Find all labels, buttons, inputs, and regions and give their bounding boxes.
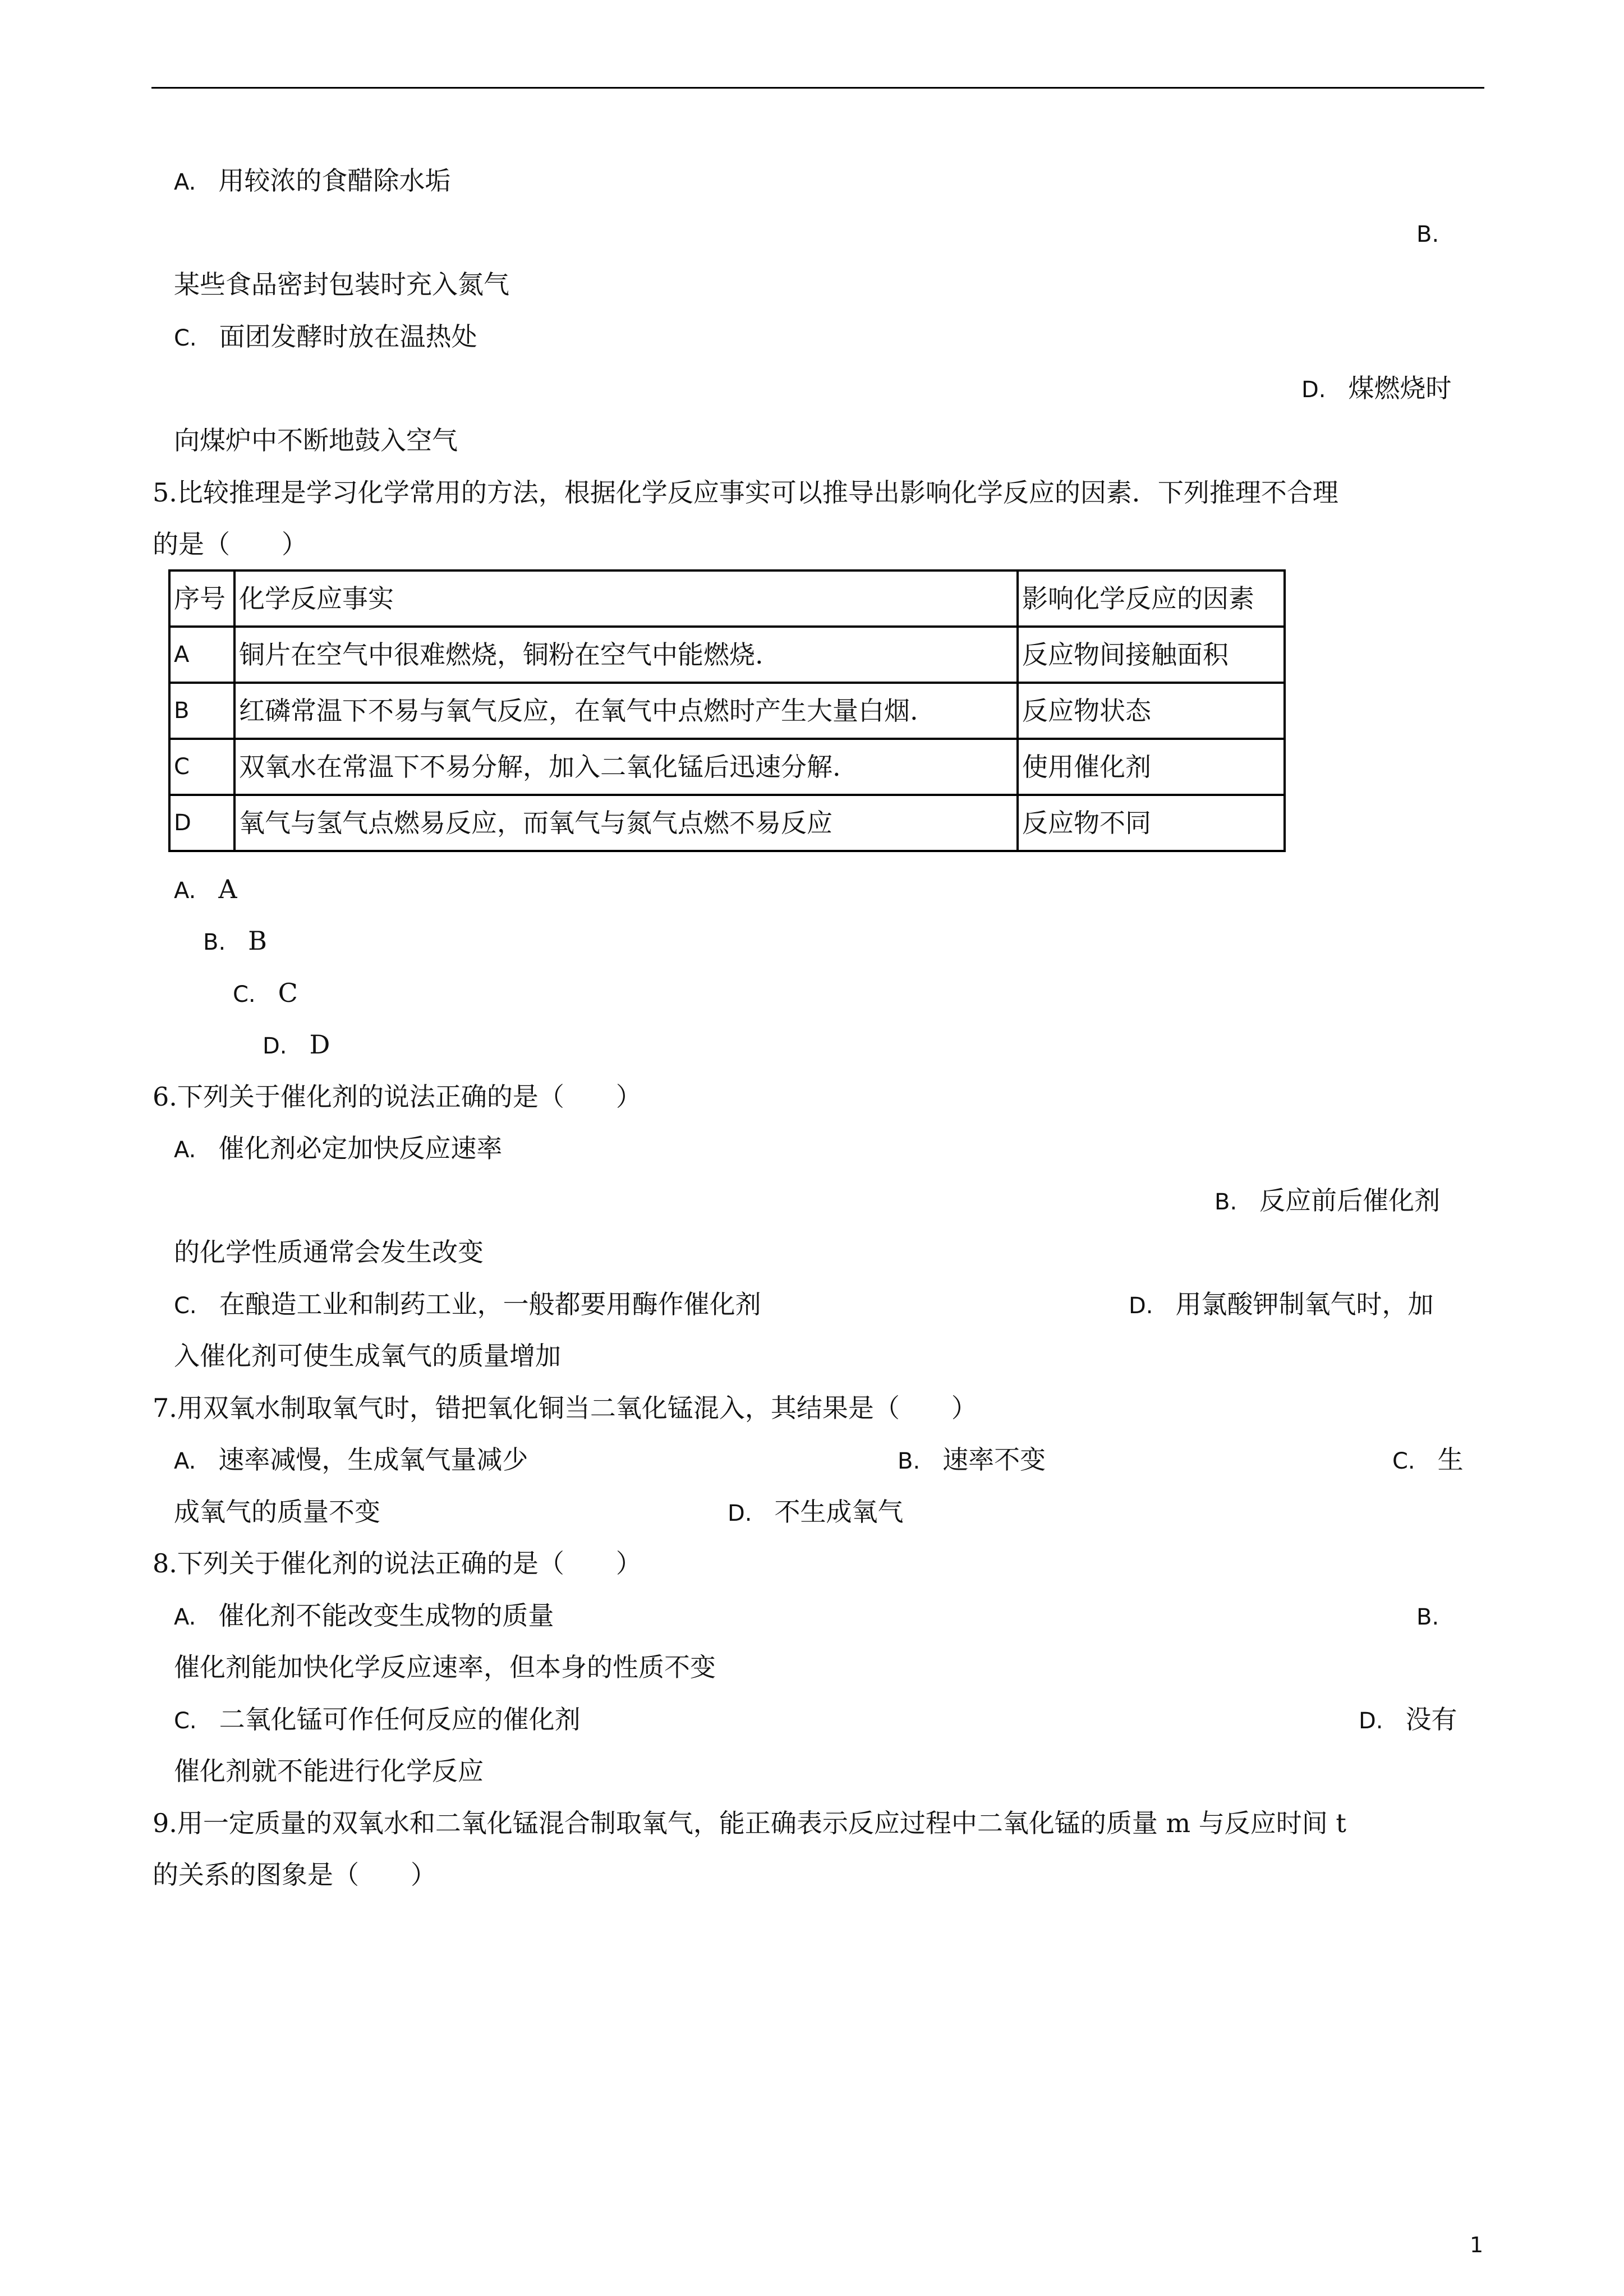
option-label: C.	[174, 1708, 197, 1734]
option-text: C	[278, 978, 298, 1008]
q7-option-c[interactable]	[1392, 1443, 1464, 1478]
row-index: C	[169, 739, 234, 795]
q5-option-b[interactable]	[203, 924, 267, 959]
q7-option-b[interactable]	[898, 1443, 1046, 1478]
header-factor: 影响化学反应的因素	[1018, 570, 1285, 627]
q4-option-b-text: 某些食品密封包装时充入氮气	[174, 269, 509, 300]
row-index: B	[169, 683, 234, 739]
option-label: D.	[1301, 377, 1326, 403]
q5-stem-cont: 的是（ ）	[153, 529, 307, 559]
q8-stem: 8.下列关于催化剂的说法正确的是（ ）	[153, 1548, 642, 1579]
option-text: D	[309, 1029, 330, 1060]
option-label: B.	[1416, 222, 1439, 247]
q8-option-d-text: 催化剂就不能进行化学反应	[174, 1756, 484, 1786]
page-number: 1	[1470, 2233, 1484, 2257]
option-label: A.	[174, 1137, 196, 1163]
header-rule	[151, 87, 1484, 89]
option-text: 生	[1437, 1444, 1464, 1475]
table-row	[169, 739, 1285, 795]
q5-stem: 5.比较推理是学习化学常用的方法，根据化学反应事实可以推导出影响化学反应的因素．下列推理不合理	[153, 477, 1338, 508]
option-text: 用氯酸钾制氧气时，加	[1175, 1289, 1434, 1319]
option-text: 没有	[1405, 1704, 1457, 1734]
row-factor: 反应物状态	[1018, 683, 1285, 739]
q6-option-d[interactable]	[1129, 1287, 1434, 1323]
q8-option-c[interactable]	[174, 1703, 581, 1738]
q4-option-d-text: 向煤炉中不断地鼓入空气	[174, 425, 458, 455]
option-text: 催化剂必定加快反应速率	[218, 1133, 503, 1163]
option-label: A.	[174, 1448, 196, 1474]
option-label: A.	[174, 878, 196, 904]
row-factor: 反应物不同	[1018, 795, 1285, 851]
option-text: B	[248, 926, 267, 956]
option-text: 速率不变	[942, 1444, 1046, 1475]
row-fact: 红磷常温下不易与氧气反应，在氧气中点燃时产生大量白烟.	[234, 683, 1018, 739]
table-row	[169, 627, 1285, 683]
option-text: 用较浓的食醋除水垢	[218, 165, 451, 196]
option-text: 煤燃烧时	[1348, 373, 1452, 403]
option-label: C.	[174, 325, 197, 351]
option-text: 面团发酵时放在温热处	[219, 321, 477, 352]
q5-option-a[interactable]	[174, 872, 237, 908]
option-label: B.	[1416, 1604, 1439, 1630]
option-label: B.	[203, 930, 226, 955]
header-index: 序号	[169, 570, 234, 627]
option-text: 反应前后催化剂	[1259, 1185, 1441, 1216]
q9-stem-cont: 的关系的图象是（ ）	[153, 1860, 436, 1890]
row-factor: 使用催化剂	[1018, 739, 1285, 795]
option-text: 二氧化锰可作任何反应的催化剂	[219, 1704, 581, 1734]
option-label: A.	[174, 169, 196, 195]
q6-option-a[interactable]	[174, 1131, 502, 1167]
q6-option-c[interactable]	[174, 1287, 761, 1323]
q8-option-b-text: 催化剂能加快化学反应速率，但本身的性质不变	[174, 1652, 716, 1682]
q9-stem: 9.用一定质量的双氧水和二氧化锰混合制取氧气，能正确表示反应过程中二氧化锰的质量 m 与反应时间 t	[153, 1808, 1346, 1838]
q7-option-a[interactable]	[174, 1443, 528, 1478]
q7-option-c-text: 成氧气的质量不变	[174, 1497, 380, 1527]
row-fact: 双氧水在常温下不易分解，加入二氧化锰后迅速分解.	[234, 739, 1018, 795]
option-text: 不生成氧气	[774, 1497, 904, 1527]
option-label: B.	[898, 1448, 921, 1474]
q4-option-a[interactable]	[174, 164, 450, 199]
q5-table	[168, 569, 1286, 852]
option-text: 在酿造工业和制药工业，一般都要用酶作催化剂	[219, 1289, 761, 1319]
row-fact: 氧气与氢气点燃易反应，而氧气与氮气点燃不易反应	[234, 795, 1018, 851]
option-text: 催化剂不能改变生成物的质量	[218, 1600, 554, 1631]
row-factor: 反应物间接触面积	[1018, 627, 1285, 683]
row-index: D	[169, 795, 234, 851]
row-index: A	[169, 627, 234, 683]
row-fact: 铜片在空气中很难燃烧，铜粉在空气中能燃烧.	[234, 627, 1018, 683]
table-row	[169, 795, 1285, 851]
q8-option-b[interactable]	[1416, 1599, 1461, 1634]
q6-option-b-text: 的化学性质通常会发生改变	[174, 1237, 484, 1267]
q5-option-d[interactable]	[263, 1028, 330, 1063]
option-text: A	[218, 874, 237, 904]
q5-option-c[interactable]	[233, 976, 298, 1011]
option-label: C.	[1392, 1448, 1415, 1474]
table-row	[169, 683, 1285, 739]
q6-stem: 6.下列关于催化剂的说法正确的是（ ）	[153, 1082, 642, 1112]
q7-option-d[interactable]	[728, 1495, 904, 1530]
option-label: D.	[728, 1501, 752, 1526]
q4-option-c[interactable]	[174, 320, 477, 355]
q7-stem: 7.用双氧水制取氧气时，错把氧化铜当二氧化锰混入，其结果是（ ）	[153, 1393, 977, 1423]
q8-option-d[interactable]	[1359, 1703, 1457, 1738]
option-label: B.	[1214, 1189, 1237, 1215]
q6-option-b[interactable]	[1214, 1184, 1440, 1219]
option-label: D.	[263, 1033, 287, 1059]
header-fact: 化学反应事实	[234, 570, 1018, 627]
q8-option-a[interactable]	[174, 1599, 554, 1634]
table-header-row	[169, 570, 1285, 627]
option-label: C.	[174, 1293, 197, 1319]
q4-option-d[interactable]	[1301, 371, 1452, 407]
option-label: C.	[233, 982, 256, 1007]
option-label: A.	[174, 1604, 196, 1630]
option-label: D.	[1129, 1293, 1153, 1319]
option-text: 速率减慢，生成氧气量减少	[218, 1444, 528, 1475]
option-label: D.	[1359, 1708, 1383, 1734]
q6-option-d-text: 入催化剂可使生成氧气的质量增加	[174, 1341, 561, 1371]
q4-option-b[interactable]	[1416, 216, 1461, 251]
